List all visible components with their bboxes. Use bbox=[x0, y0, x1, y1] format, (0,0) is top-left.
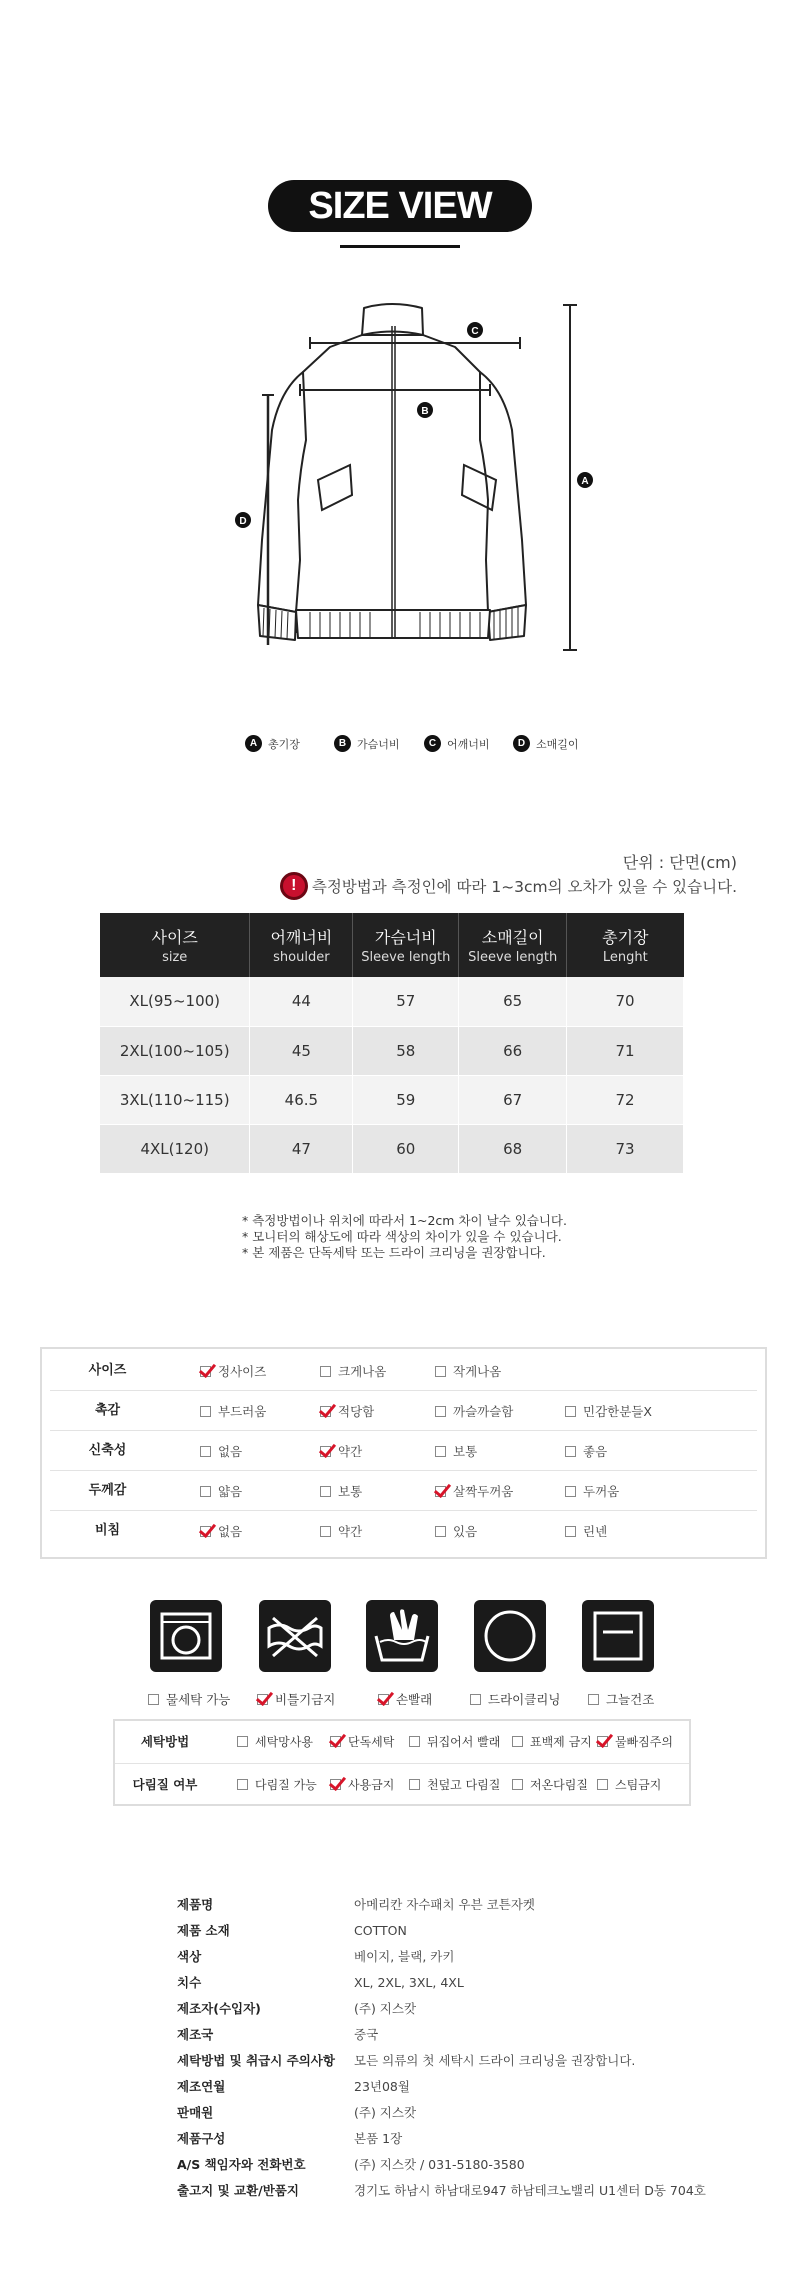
feature-row-thickness bbox=[50, 1471, 757, 1511]
shade-dry-icon bbox=[582, 1600, 654, 1672]
feature-option: 크게나옴 bbox=[320, 1351, 386, 1391]
feature-row-sheer bbox=[50, 1511, 757, 1551]
feature-row-stretch bbox=[50, 1431, 757, 1471]
info-row: A/S 책임자와 전화번호 (주) 지스캇 / 031-5180-3580 bbox=[177, 2157, 525, 2172]
checkbox-icon bbox=[409, 1779, 420, 1790]
jacket-size-diagram bbox=[0, 290, 800, 690]
checkbox-icon bbox=[148, 1694, 159, 1705]
info-row: 제조연월 23년08월 bbox=[177, 2079, 410, 2094]
checkbox-icon bbox=[435, 1526, 446, 1537]
warning-icon: ! bbox=[280, 872, 308, 900]
checkbox-icon bbox=[512, 1736, 523, 1747]
cell-size: 4XL(120) bbox=[100, 1124, 250, 1173]
table-row bbox=[100, 1124, 684, 1173]
legend-badge: B bbox=[334, 735, 351, 752]
care-label: 그늘건조 bbox=[588, 1690, 654, 1708]
size-view-title: SIZE VIEW bbox=[268, 180, 532, 232]
checkbox-checked-icon bbox=[200, 1526, 211, 1537]
checkbox-icon bbox=[320, 1366, 331, 1377]
column-header: 소매길이 Sleeve length bbox=[459, 913, 567, 977]
care-option: 단독세탁 bbox=[330, 1721, 394, 1762]
care-label: 비틀기금지 bbox=[257, 1690, 335, 1708]
care-label: 드라이클리닝 bbox=[470, 1690, 560, 1708]
info-row: 제조국 중국 bbox=[177, 2027, 379, 2042]
cell-chest: 60 bbox=[353, 1124, 459, 1173]
product-info-table bbox=[177, 1891, 737, 2203]
cell-sleeve: 66 bbox=[459, 1026, 567, 1075]
checkbox-checked-icon bbox=[320, 1406, 331, 1417]
care-instructions-table bbox=[113, 1719, 691, 1806]
feature-option: 린넨 bbox=[565, 1511, 607, 1551]
cell-chest: 57 bbox=[353, 977, 459, 1026]
care-option: 다림질 가능 bbox=[237, 1764, 317, 1805]
feature-option: 약간 bbox=[320, 1511, 362, 1551]
legend-item bbox=[424, 735, 490, 752]
title-underline bbox=[340, 245, 460, 248]
product-feature-grid bbox=[40, 1347, 767, 1559]
legend-badge: D bbox=[513, 735, 530, 752]
care-label: 손빨래 bbox=[378, 1690, 432, 1708]
table-row bbox=[100, 1026, 684, 1075]
checkbox-checked-icon bbox=[200, 1366, 211, 1377]
cell-shoulder: 46.5 bbox=[250, 1075, 353, 1124]
column-header: 사이즈 size bbox=[100, 913, 250, 977]
dry-clean-icon bbox=[474, 1600, 546, 1672]
checkbox-icon bbox=[565, 1446, 576, 1457]
note-line: * 모니터의 해상도에 따라 색상의 차이가 있을 수 있습니다. bbox=[242, 1229, 562, 1244]
note-line: * 본 제품은 단독세탁 또는 드라이 크리닝을 권장합니다. bbox=[242, 1245, 546, 1260]
column-header: 총기장 Lenght bbox=[567, 913, 684, 977]
marker-a: A bbox=[581, 476, 589, 487]
legend-item bbox=[513, 735, 579, 752]
checkbox-checked-icon bbox=[597, 1736, 608, 1747]
feature-option: 보통 bbox=[435, 1431, 477, 1471]
feature-option: 적당함 bbox=[320, 1391, 374, 1431]
care-row-wash bbox=[115, 1721, 689, 1762]
feature-label: 촉감 bbox=[94, 1403, 121, 1418]
checkbox-icon bbox=[588, 1694, 599, 1705]
cell-size: 2XL(100~105) bbox=[100, 1026, 250, 1075]
size-table bbox=[100, 913, 684, 1174]
legend-label: 총기장 bbox=[268, 737, 300, 751]
cell-shoulder: 47 bbox=[250, 1124, 353, 1173]
care-option: 천덮고 다림질 bbox=[409, 1764, 500, 1805]
table-row bbox=[100, 1075, 684, 1124]
feature-option: 있음 bbox=[435, 1511, 477, 1551]
feature-option: 민감한분들X bbox=[565, 1391, 652, 1431]
feature-label: 사이즈 bbox=[88, 1363, 127, 1378]
cell-chest: 59 bbox=[353, 1075, 459, 1124]
checkbox-icon bbox=[320, 1526, 331, 1537]
feature-label: 비침 bbox=[94, 1523, 121, 1538]
marker-c: C bbox=[471, 326, 479, 337]
feature-option: 까슬까슬함 bbox=[435, 1391, 513, 1431]
care-row-ironing bbox=[115, 1763, 689, 1804]
care-option: 뒤집어서 빨래 bbox=[409, 1721, 500, 1762]
feature-option: 약간 bbox=[320, 1431, 362, 1471]
checkbox-icon bbox=[435, 1406, 446, 1417]
legend-badge: A bbox=[245, 735, 262, 752]
care-row-label: 세탁방법 bbox=[140, 1734, 190, 1749]
cell-size: XL(95~100) bbox=[100, 977, 250, 1026]
checkbox-icon bbox=[565, 1406, 576, 1417]
checkbox-checked-icon bbox=[378, 1694, 389, 1705]
machine-wash-icon bbox=[150, 1600, 222, 1672]
checkbox-icon bbox=[200, 1486, 211, 1497]
feature-option: 없음 bbox=[200, 1431, 242, 1471]
checkbox-icon bbox=[565, 1526, 576, 1537]
measurement-notice bbox=[280, 870, 737, 902]
checkbox-icon bbox=[237, 1736, 248, 1747]
care-option: 저온다림질 bbox=[512, 1764, 588, 1805]
legend-label: 가슴너비 bbox=[357, 737, 400, 751]
marker-b: B bbox=[421, 406, 429, 417]
checkbox-checked-icon bbox=[435, 1486, 446, 1497]
table-header-row bbox=[100, 913, 684, 977]
checkbox-checked-icon bbox=[320, 1446, 331, 1457]
note-line: * 측정방법이나 위치에 따라서 1~2cm 차이 날수 있습니다. bbox=[242, 1213, 567, 1228]
feature-row-size bbox=[50, 1351, 757, 1391]
cell-sleeve: 65 bbox=[459, 977, 567, 1026]
size-notes bbox=[242, 1213, 567, 1261]
cell-sleeve: 67 bbox=[459, 1075, 567, 1124]
checkbox-icon bbox=[409, 1736, 420, 1747]
checkbox-icon bbox=[237, 1779, 248, 1790]
info-row: 판매원 (주) 지스캇 bbox=[177, 2105, 417, 2120]
info-row: 색상 베이지, 블랙, 카키 bbox=[177, 1949, 455, 1964]
hand-wash-icon bbox=[366, 1600, 438, 1672]
care-option: 스팀금지 bbox=[597, 1764, 661, 1805]
feature-option: 얇음 bbox=[200, 1471, 242, 1511]
info-row: 제조자(수입자) (주) 지스캇 bbox=[177, 2001, 417, 2016]
feature-option: 보통 bbox=[320, 1471, 362, 1511]
care-option: 표백제 금지 bbox=[512, 1721, 592, 1762]
checkbox-icon bbox=[512, 1779, 523, 1790]
cell-length: 70 bbox=[567, 977, 684, 1026]
care-option: 세탁망사용 bbox=[237, 1721, 313, 1762]
legend-badge: C bbox=[424, 735, 441, 752]
checkbox-icon bbox=[597, 1779, 608, 1790]
checkbox-checked-icon bbox=[330, 1736, 341, 1747]
legend-item bbox=[245, 735, 300, 752]
cell-shoulder: 44 bbox=[250, 977, 353, 1026]
feature-option: 살짝두꺼움 bbox=[435, 1471, 513, 1511]
cell-length: 71 bbox=[567, 1026, 684, 1075]
legend-label: 어깨너비 bbox=[447, 737, 490, 751]
feature-label: 두께감 bbox=[88, 1483, 127, 1498]
no-bleach-icon bbox=[259, 1600, 331, 1672]
checkbox-icon bbox=[200, 1406, 211, 1417]
marker-d: D bbox=[239, 516, 247, 527]
cell-length: 72 bbox=[567, 1075, 684, 1124]
measurement-legend bbox=[0, 735, 800, 757]
feature-option: 정사이즈 bbox=[200, 1351, 266, 1391]
cell-size: 3XL(110~115) bbox=[100, 1075, 250, 1124]
checkbox-icon bbox=[435, 1446, 446, 1457]
info-row: 제품구성 본품 1장 bbox=[177, 2131, 403, 2146]
checkbox-icon bbox=[470, 1694, 481, 1705]
feature-option: 좋음 bbox=[565, 1431, 607, 1471]
column-header: 가슴너비 Sleeve length bbox=[353, 913, 459, 977]
legend-item bbox=[334, 735, 400, 752]
feature-label: 신축성 bbox=[88, 1443, 127, 1458]
info-row: 제품명 아메리칸 자수패치 우븐 코튼자켓 bbox=[177, 1897, 535, 1912]
table-row bbox=[100, 977, 684, 1026]
cell-chest: 58 bbox=[353, 1026, 459, 1075]
cell-shoulder: 45 bbox=[250, 1026, 353, 1075]
feature-option: 작게나옴 bbox=[435, 1351, 501, 1391]
checkbox-icon bbox=[435, 1366, 446, 1377]
checkbox-checked-icon bbox=[330, 1779, 341, 1790]
notice-text: 측정방법과 측정인에 따라 1~3cm의 오차가 있을 수 있습니다. bbox=[311, 878, 737, 896]
cell-length: 73 bbox=[567, 1124, 684, 1173]
info-row: 세탁방법 및 취급시 주의사항 모든 의류의 첫 세탁시 드라이 크리닝을 권장합니다. bbox=[177, 2053, 636, 2068]
info-row: 제품 소재 COTTON bbox=[177, 1922, 407, 1938]
feature-option: 없음 bbox=[200, 1511, 242, 1551]
checkbox-icon bbox=[320, 1486, 331, 1497]
care-option: 사용금지 bbox=[330, 1764, 394, 1805]
checkbox-icon bbox=[200, 1446, 211, 1457]
care-option: 물빠짐주의 bbox=[597, 1721, 673, 1762]
feature-option: 두꺼움 bbox=[565, 1471, 619, 1511]
legend-label: 소매길이 bbox=[536, 737, 579, 751]
care-label: 물세탁 가능 bbox=[148, 1690, 230, 1708]
checkbox-checked-icon bbox=[257, 1694, 268, 1705]
info-row: 치수 XL, 2XL, 3XL, 4XL bbox=[177, 1974, 464, 1990]
unit-label: 단위 : 단면(cm) bbox=[622, 853, 737, 872]
checkbox-icon bbox=[565, 1486, 576, 1497]
info-row: 출고지 및 교환/반품지 경기도 하남시 하남대로947 하남테크노밸리 U1센터 D동 704호 bbox=[177, 2183, 706, 2198]
cell-sleeve: 68 bbox=[459, 1124, 567, 1173]
feature-row-texture bbox=[50, 1391, 757, 1431]
column-header: 어깨너비 shoulder bbox=[250, 913, 353, 977]
care-row-label: 다림질 여부 bbox=[132, 1777, 198, 1792]
feature-option: 부드러움 bbox=[200, 1391, 266, 1431]
